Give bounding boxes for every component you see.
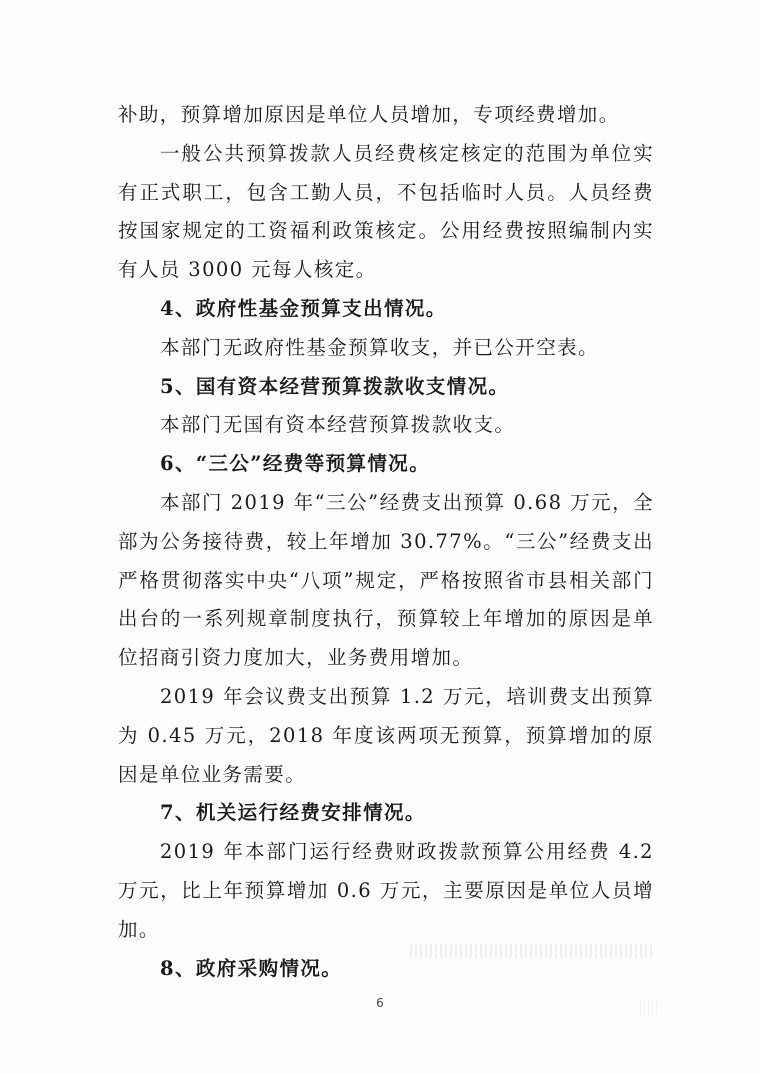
paragraph-state-capital-budget: 本部门无国有资本经营预算拨款收支。 <box>160 413 516 437</box>
paragraph-operating-expenses: 2019 年本部门运行经费财政拨款预算公用经费 4.2 万元，比上年预算增加 0.6 万元，主要原因是单位人员增加。 <box>118 840 654 941</box>
heading-three-public-expenses: 6、“三公”经费等预算情况。 <box>160 452 431 476</box>
heading-government-procurement: 8、政府采购情况。 <box>160 956 343 980</box>
page-number: 6 <box>376 996 384 1010</box>
paragraph-personnel-expenses: 一般公共预算拨款人员经费核定核定的范围为单位实有正式职工，包含工勤人员，不包括临时人员。人员经费按国家规定的工资福利政策核定。公用经费按照编制内实有人员 3000 元每人核定。 <box>118 141 654 282</box>
document-body <box>118 96 654 988</box>
heading-state-capital-budget: 5、国有资本经营预算拨款收支情况。 <box>160 374 510 398</box>
heading-operating-expenses: 7、机关运行经费安排情况。 <box>160 801 426 825</box>
paragraph-three-public-expenses: 本部门 2019 年“三公”经费支出预算 0.68 万元，全部为公务接待费，较上年增加 30.77%。“三公”经费支出严格贯彻落实中央“八项”规定，严格按照省市县相关部门出台的一系列规章制度执行，预算较上年增加的原因是单位招商引资力度加大，业务费用增加。 <box>118 490 654 670</box>
paragraph-subsidy-continuation: 补助，预算增加原因是单位人员增加，专项经费增加。 <box>118 103 620 126</box>
paragraph-meeting-training-expenses: 2019 年会议费支出预算 1.2 万元，培训费支出预算为 0.45 万元，2018 年度该两项无预算，预算增加的原因是单位业务需要。 <box>118 684 654 786</box>
paragraph-government-fund-budget: 本部门无政府性基金预算收支，并已公开空表。 <box>160 335 599 359</box>
heading-government-fund-budget: 4、政府性基金预算支出情况。 <box>160 296 447 320</box>
scan-artifact <box>410 944 655 958</box>
